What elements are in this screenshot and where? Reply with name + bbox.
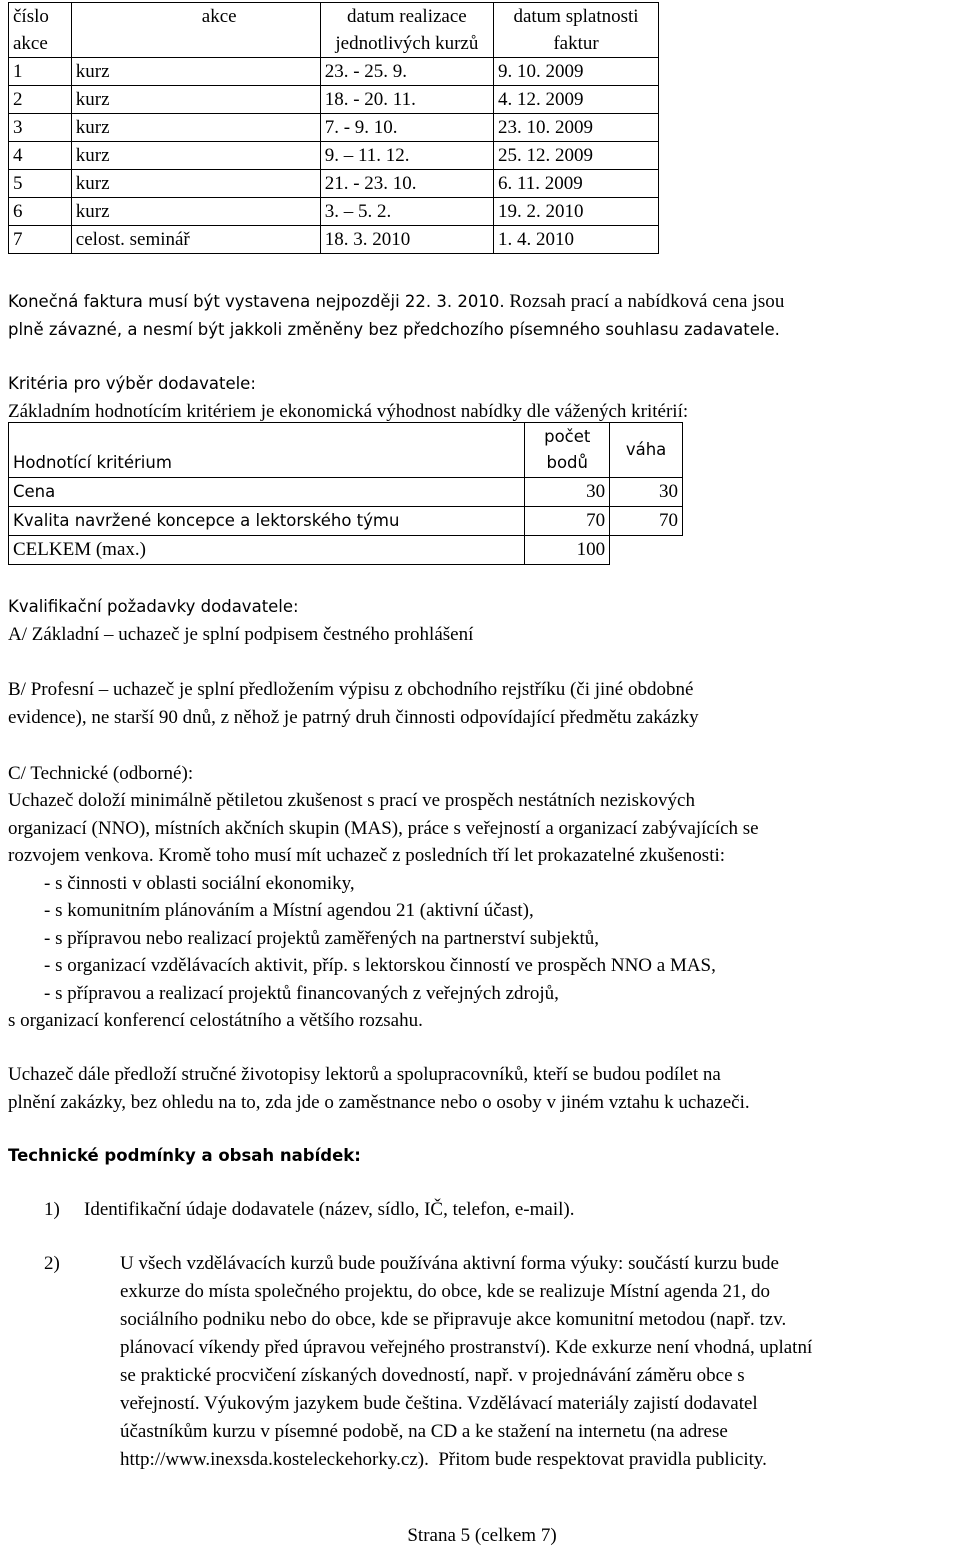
qualification-professional-line-2: evidence), ne starší 90 dnů, z něhož je patrný druh činnosti odpovídající předmětu zakázky bbox=[8, 707, 699, 728]
table-row bbox=[9, 114, 659, 142]
criteria-header-points-line-2: bodů bbox=[546, 453, 588, 472]
cell-due: 25. 12. 2009 bbox=[494, 142, 659, 170]
item2-line: veřejností. Výukovým jazykem bude čeština. Vzdělávací materiály zajistí dodavatel bbox=[120, 1393, 758, 1414]
qualification-technical-line-1: Uchazeč doloží minimálně pětiletou zkušenost s prací ve prospěch nestátních neziskových bbox=[8, 790, 695, 811]
criteria-cell-name: Kvalita navržené koncepce a lektorského týmu bbox=[9, 507, 525, 536]
numbered-item-text bbox=[120, 1250, 916, 1474]
criteria-cell-name: Cena bbox=[9, 478, 525, 507]
cell-number: 4 bbox=[9, 142, 72, 170]
qualification-closing: s organizací konferencí celostátního a většího rozsahu. bbox=[8, 1010, 423, 1031]
header-cell-dates: datum realizace jednotlivých kurzů bbox=[320, 3, 493, 58]
cell-due: 9. 10. 2009 bbox=[494, 58, 659, 86]
list-item: - s přípravou nebo realizací projektů zaměřených na partnerství subjektů, bbox=[44, 928, 600, 949]
schedule-header-row bbox=[9, 3, 659, 58]
cell-action: kurz bbox=[71, 198, 320, 226]
criteria-table bbox=[8, 422, 683, 565]
criteria-intro: Základním hodnotícím kritériem je ekonomická výhodnost nabídky dle vážených kritérií: bbox=[8, 401, 689, 422]
cell-dates: 9. – 11. 12. bbox=[320, 142, 493, 170]
cell-action: kurz bbox=[71, 58, 320, 86]
page-footer: Strana 5 (celkem 7) bbox=[407, 1525, 557, 1546]
table-row bbox=[9, 142, 659, 170]
item2-line: účastníkům kurzu v písemné podobě, na CD a ke stažení na internetu (na adrese bbox=[120, 1421, 728, 1442]
cell-due: 19. 2. 2010 bbox=[494, 198, 659, 226]
cell-number: 7 bbox=[9, 226, 72, 254]
cell-dates: 3. – 5. 2. bbox=[320, 198, 493, 226]
criteria-cell-weight: 30 bbox=[610, 478, 683, 507]
cell-number: 2 bbox=[9, 86, 72, 114]
criteria-header-name: Hodnotící kritérium bbox=[9, 423, 525, 478]
criteria-cell-points: 70 bbox=[525, 507, 610, 536]
header-cell-due: datum splatnosti faktur bbox=[494, 3, 659, 58]
table-row bbox=[9, 198, 659, 226]
numbered-item-2 bbox=[44, 1250, 956, 1474]
item2-line: exkurze do místa společného projektu, do obce, kde se realizuje Místní agenda 21, do bbox=[120, 1281, 771, 1302]
criteria-total-points: 100 bbox=[525, 536, 610, 565]
final-invoice-line-2: plně závazné, a nesmí být jakkoli změněny bez předchozího písemného souhlasu zadavatele. bbox=[8, 320, 780, 339]
qualification-technical-line-2: organizací (NNO), místních akčních skupin (MAS), práce s veřejností a organizací zabývajících se bbox=[8, 818, 759, 839]
table-row bbox=[9, 226, 659, 254]
cell-action: kurz bbox=[71, 86, 320, 114]
schedule-table bbox=[8, 2, 659, 254]
technical-heading: Technické podmínky a obsah nabídek: bbox=[8, 1146, 361, 1165]
cell-number: 3 bbox=[9, 114, 72, 142]
criteria-total-label: CELKEM (max.) bbox=[9, 536, 525, 565]
qualification-heading: Kvalifikační požadavky dodavatele: bbox=[8, 597, 299, 616]
qualification-basic: A/ Základní – uchazeč je splní podpisem čestného prohlášení bbox=[8, 624, 474, 645]
cell-due: 23. 10. 2009 bbox=[494, 114, 659, 142]
cell-dates: 21. - 23. 10. bbox=[320, 170, 493, 198]
cell-number: 6 bbox=[9, 198, 72, 226]
cell-action: kurz bbox=[71, 170, 320, 198]
item2-line: U všech vzdělávacích kurzů bude používána aktivní forma výuky: součástí kurzu bude bbox=[120, 1253, 779, 1274]
qualification-technical-line-3: rozvojem venkova. Kromě toho musí mít uchazeč z posledních tří let prokazatelné zkušenosti: bbox=[8, 845, 726, 866]
numbered-item-1 bbox=[44, 1196, 956, 1224]
qualification-technical-heading: C/ Technické (odborné): bbox=[8, 763, 194, 784]
criteria-heading: Kritéria pro výběr dodavatele: bbox=[8, 374, 256, 393]
cv-line-2: plnění zakázky, bez ohledu na to, zda jde o zaměstnance nebo o osoby v jiném vztahu k uchazeči. bbox=[8, 1092, 750, 1113]
item2-line: se praktické procvičení získaných dovedností, např. v projednávání záměru obce s bbox=[120, 1365, 745, 1386]
criteria-cell-points: 30 bbox=[525, 478, 610, 507]
criteria-header-points bbox=[525, 423, 610, 478]
cell-dates: 18. - 20. 11. bbox=[320, 86, 493, 114]
list-item: - s komunitním plánováním a Místní agendou 21 (aktivní účast), bbox=[44, 900, 534, 921]
cell-dates: 18. 3. 2010 bbox=[320, 226, 493, 254]
criteria-header-weight: váha bbox=[610, 423, 683, 478]
cell-due: 6. 11. 2009 bbox=[494, 170, 659, 198]
numbered-item-text: Identifikační údaje dodavatele (název, sídlo, IČ, telefon, e-mail). bbox=[84, 1199, 575, 1220]
cv-line-1: Uchazeč dále předloží stručné životopisy lektorů a spolupracovníků, kteří se budou podílet na bbox=[8, 1064, 721, 1085]
cell-action: kurz bbox=[71, 142, 320, 170]
cell-number: 5 bbox=[9, 170, 72, 198]
item2-line: plánovací víkendy před úpravou veřejného prostranství). Kde exkurze není vhodná, uplatní bbox=[120, 1337, 813, 1358]
cell-due: 1. 4. 2010 bbox=[494, 226, 659, 254]
table-row bbox=[9, 478, 683, 507]
cell-dates: 23. - 25. 9. bbox=[320, 58, 493, 86]
cell-dates: 7. - 9. 10. bbox=[320, 114, 493, 142]
list-item: - s činnosti v oblasti sociální ekonomiky, bbox=[44, 873, 355, 894]
final-invoice-scope: Rozsah prací a nabídková cena jsou bbox=[509, 291, 785, 312]
list-item: - s organizací vzdělávacích aktivit, příp. s lektorskou činností ve prospěch NNO a MAS, bbox=[44, 955, 716, 976]
header-cell-action: akce bbox=[71, 3, 320, 58]
item2-line: sociálního podniku nebo do obce, kde se připravuje akce komunitní metodou (např. tzv. bbox=[120, 1309, 787, 1330]
numbered-item-marker: 1) bbox=[44, 1199, 60, 1220]
cell-number: 1 bbox=[9, 58, 72, 86]
final-invoice-deadline: Konečná faktura musí být vystavena nejpozději 22. 3. 2010. bbox=[8, 292, 505, 311]
table-row bbox=[9, 86, 659, 114]
table-row bbox=[9, 170, 659, 198]
cell-due: 4. 12. 2009 bbox=[494, 86, 659, 114]
cell-action: kurz bbox=[71, 114, 320, 142]
item2-line: http://www.inexsda.kosteleckehorky.cz). Přitom bude respektovat pravidla publicity. bbox=[120, 1449, 767, 1470]
list-item: - s přípravou a realizací projektů financovaných z veřejných zdrojů, bbox=[44, 983, 559, 1004]
qualification-professional-line-1: B/ Profesní – uchazeč je splní předložením výpisu z obchodního rejstříku (či jiné obdobné bbox=[8, 679, 694, 700]
criteria-header-points-line-1: počet bbox=[544, 427, 591, 446]
cell-action: celost. seminář bbox=[71, 226, 320, 254]
table-row bbox=[9, 507, 683, 536]
final-invoice-line-1 bbox=[8, 288, 956, 316]
header-cell-number: číslo akce bbox=[9, 3, 72, 58]
table-row bbox=[9, 58, 659, 86]
criteria-header-row bbox=[9, 423, 683, 478]
criteria-total-empty bbox=[610, 536, 683, 565]
criteria-total-row bbox=[9, 536, 683, 565]
criteria-cell-weight: 70 bbox=[610, 507, 683, 536]
numbered-item-marker: 2) bbox=[44, 1253, 60, 1274]
final-invoice-paragraph bbox=[8, 288, 956, 344]
